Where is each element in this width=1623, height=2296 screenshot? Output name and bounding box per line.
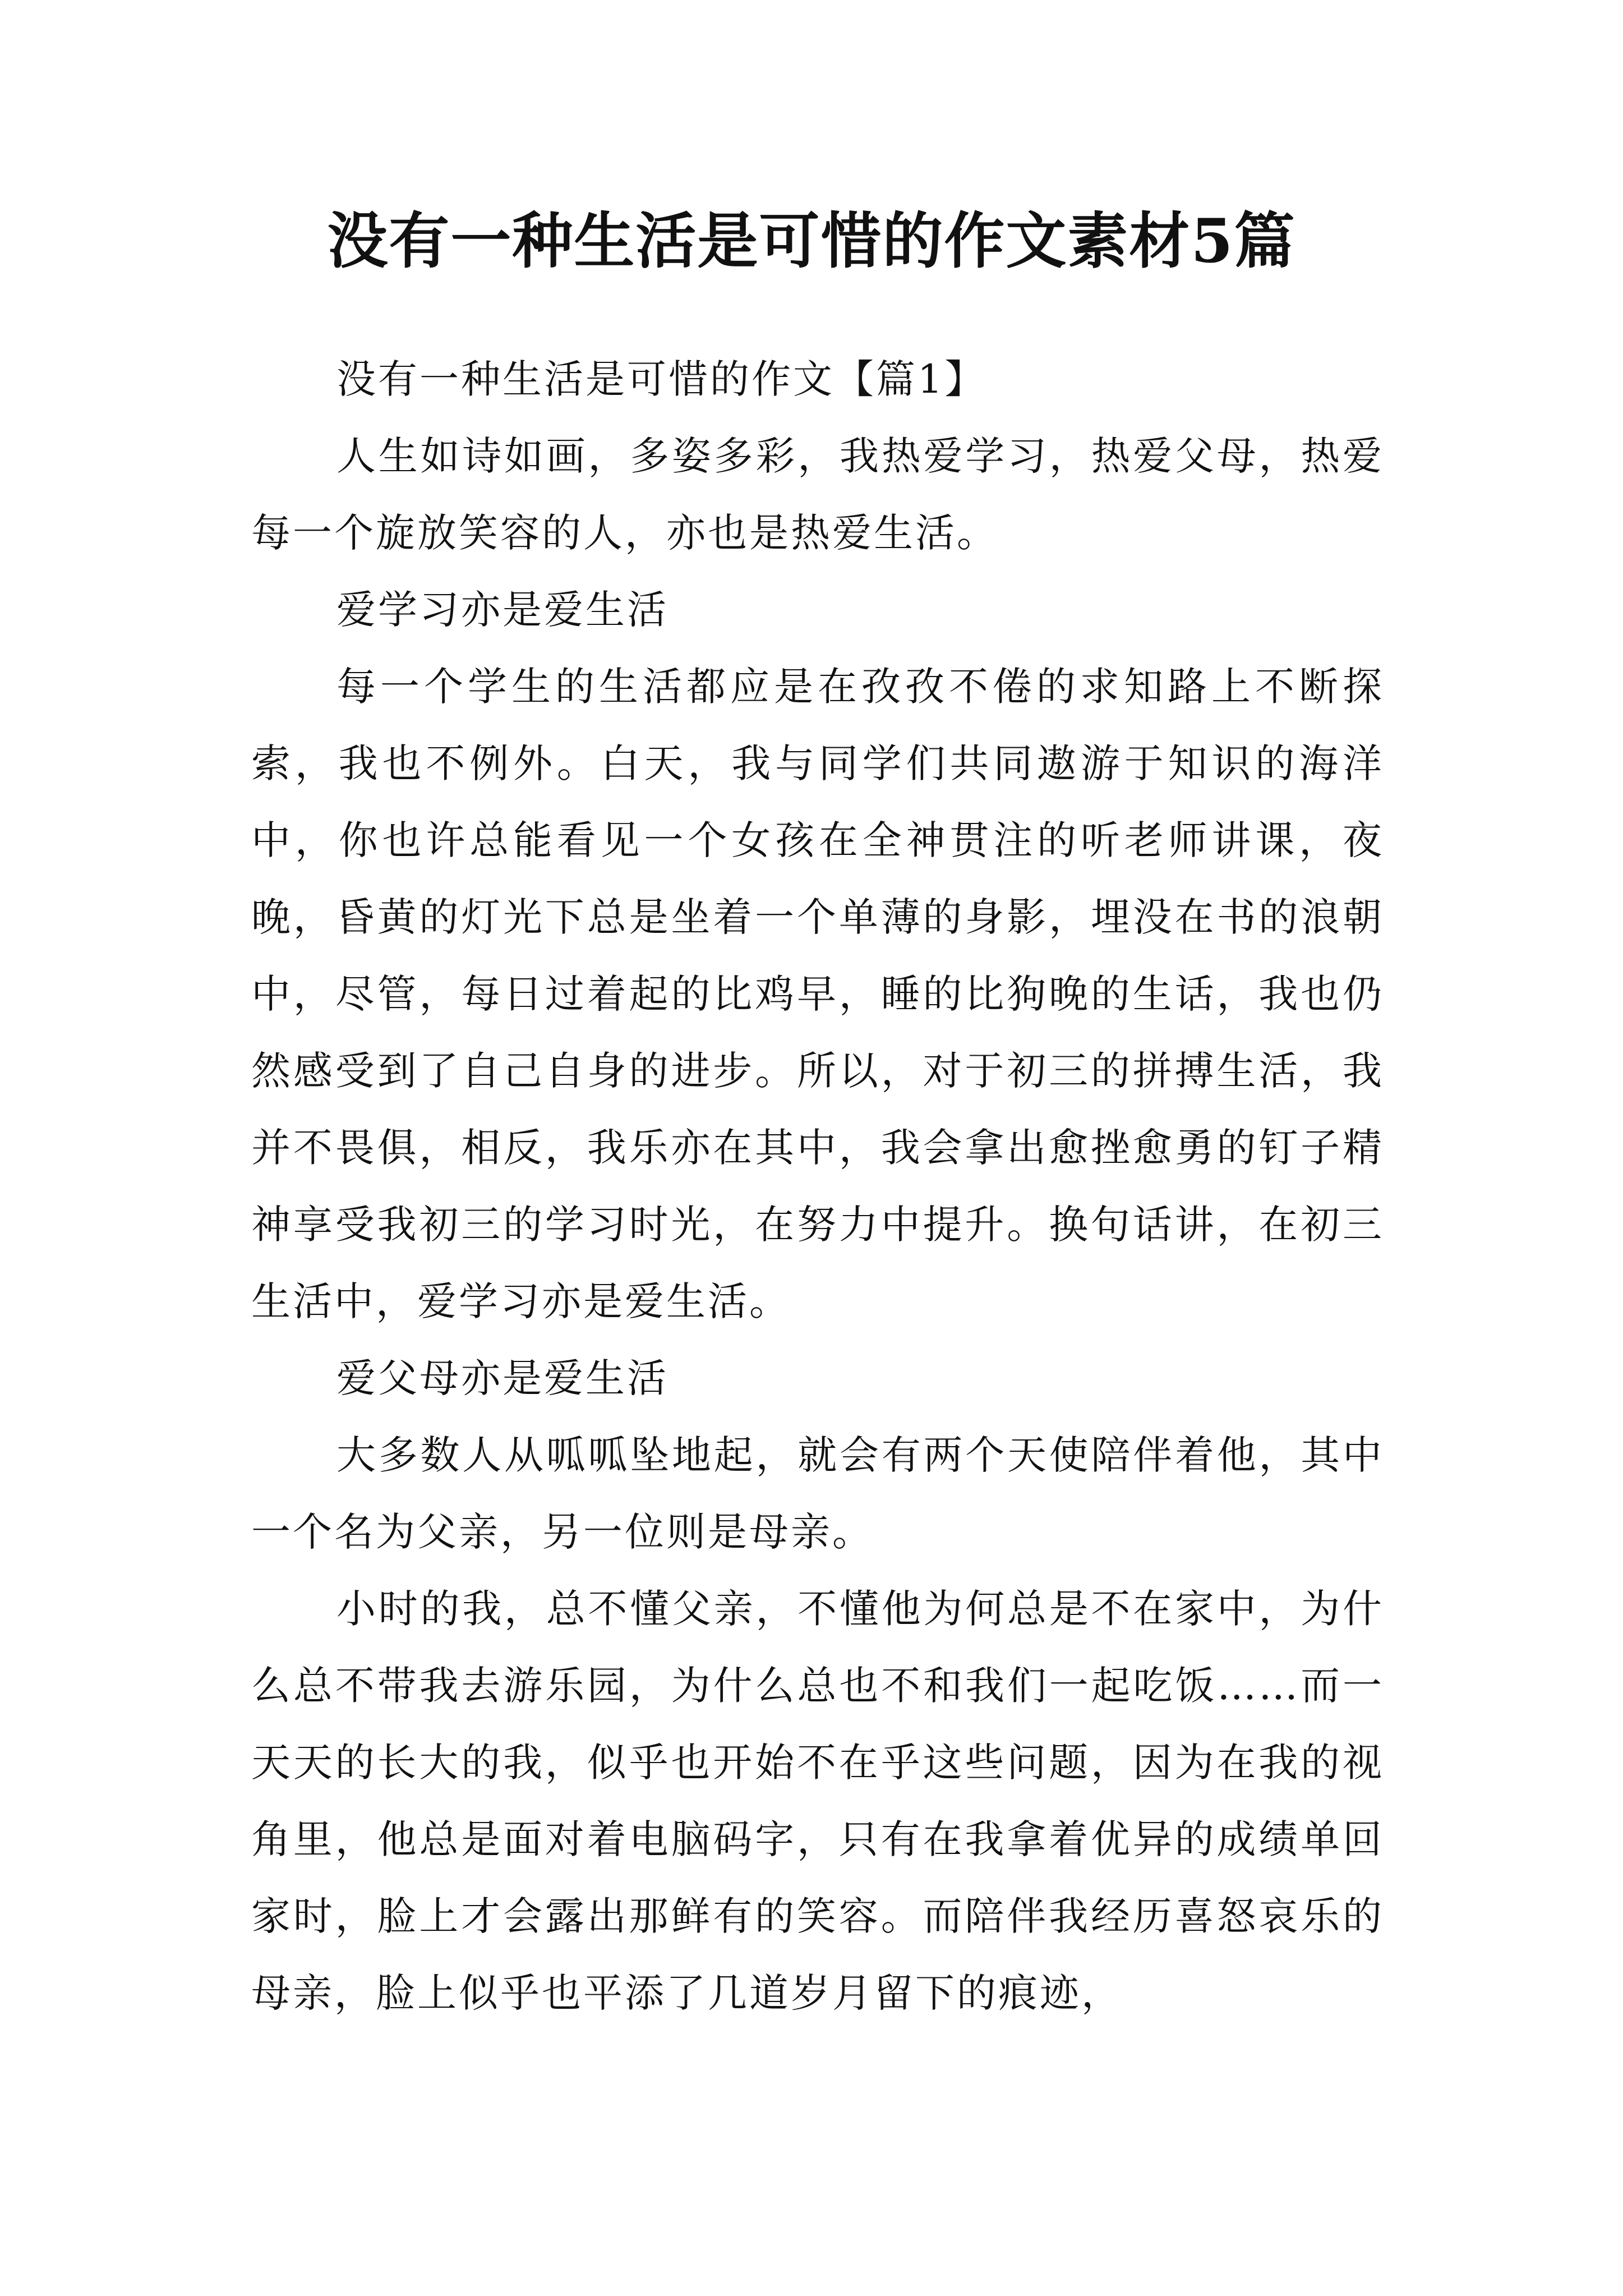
subheading: 爱学习亦是爱生活	[336, 587, 668, 633]
paragraph: 每一个学生的生活都应是在孜孜不倦的求知路上不断探索，我也不例外。白天，我与同学们共同遨游于知识的海洋中，你也许总能看见一个女孩在全神贯注的听老师讲课，夜晚，昏黄的灯光下总是坐着一个单薄的身影，埋没在书的浪朝中，尽管，每日过着起的比鸡早，睡的比狗晚的生话，我也仍然感受到了自己自身的进步。所以，对于初三的拼搏生活，我并不畏俱，相反，我乐亦在其中，我会拿出愈挫愈勇的钉子精神享受我初三的学习时光，在努力中提升。换句话讲，在初三生活中，爱学习亦是爱生活。	[251, 664, 1384, 1324]
paragraph: 小时的我，总不懂父亲，不懂他为何总是不在家中，为什么总不带我去游乐园，为什么总也不和我们一起吃饭……而一天天的长大的我，似乎也开始不在乎这些问题，因为在我的视角里，他总是面对着电脑码字，只有在我拿着优异的成绩单回家时，脸上才会露出那鲜有的笑容。而陪伴我经历喜怒哀乐的母亲，脸上似乎也平添了几道岁月留下的痕迹，	[251, 1586, 1384, 2016]
section-heading: 没有一种生活是可惜的作文【篇1】	[336, 356, 986, 402]
subheading: 爱父母亦是爱生活	[336, 1355, 668, 1401]
document-title: 没有一种生活是可惜的作文素材5篇	[327, 206, 1296, 277]
paragraph: 大多数人从呱呱坠地起，就会有两个天使陪伴着他，其中一个名为父亲，另一位则是母亲。	[251, 1432, 1384, 1555]
document-body	[251, 341, 1384, 2032]
paragraph: 人生如诗如画，多姿多彩，我热爱学习，热爱父母，热爱每一个旋放笑容的人，亦也是热爱生活。	[251, 433, 1384, 556]
